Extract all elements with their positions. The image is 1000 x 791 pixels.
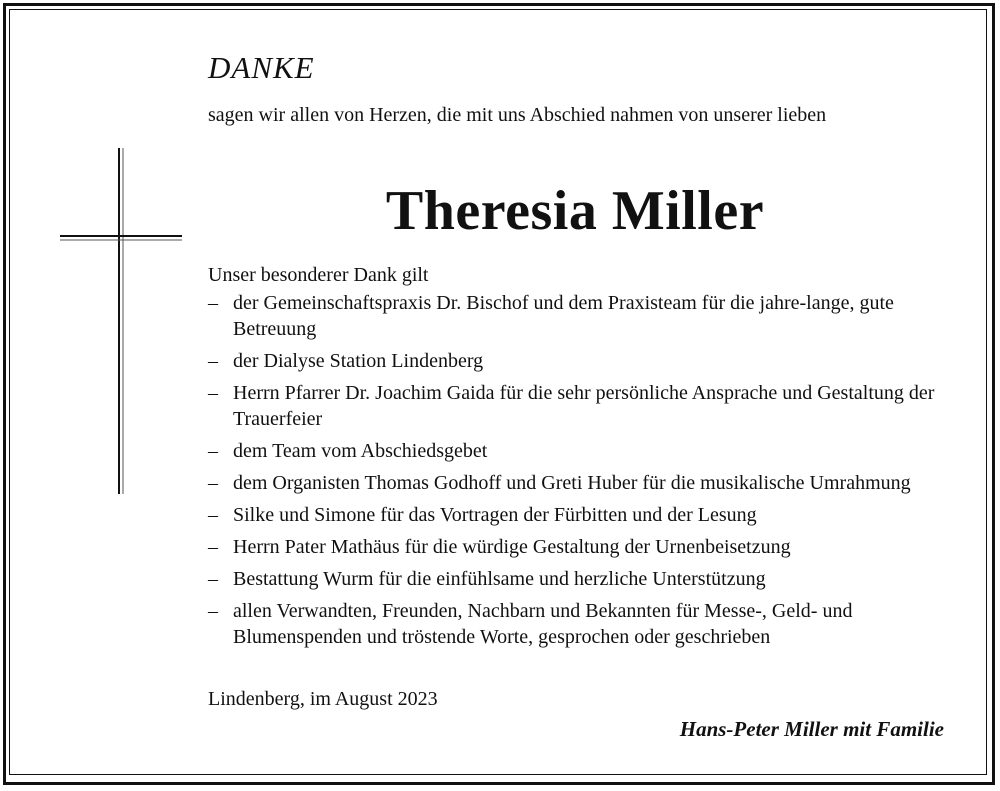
- dash-marker: –: [208, 600, 218, 622]
- list-item-text: dem Team vom Abschiedsgebet: [233, 440, 488, 462]
- list-item-text: allen Verwandten, Freunden, Nachbarn und Bekannten für Messe-, Geld- und Blumenspenden und tröstende Worte, gesprochen oder geschrieben: [233, 600, 853, 648]
- dash-marker: –: [208, 504, 218, 526]
- list-item: [208, 438, 948, 464]
- list-item: [208, 380, 948, 432]
- list-item: [208, 348, 948, 374]
- list-item-text: Silke und Simone für das Vortragen der Fürbitten und der Lesung: [233, 504, 757, 526]
- list-item: [208, 566, 948, 592]
- list-item: [208, 502, 948, 528]
- list-item: [208, 534, 948, 560]
- list-item: [208, 598, 948, 650]
- deceased-name: Theresia Miller: [385, 180, 765, 242]
- place-date: Lindenberg, im August 2023: [208, 688, 438, 710]
- intro-text: sagen wir allen von Herzen, die mit uns Abschied nahmen von unserer lieben: [208, 104, 827, 126]
- list-item-text: Bestattung Wurm für die einfühlsame und herzliche Unterstützung: [233, 568, 766, 590]
- signature: Hans-Peter Miller mit Familie: [679, 717, 944, 741]
- dash-marker: –: [208, 350, 218, 372]
- list-item-text: Herrn Pater Mathäus für die würdige Gestaltung der Urnenbeisetzung: [233, 536, 791, 558]
- dash-marker: –: [208, 568, 218, 590]
- list-item-text: dem Organisten Thomas Godhoff und Greti Huber für die musikalische Umrahmung: [233, 472, 911, 494]
- list-item-text: der Gemeinschaftspraxis Dr. Bischof und dem Praxisteam für die jahre-lange, gute Betreuung: [233, 292, 894, 340]
- thanks-lead: Unser besonderer Dank gilt: [208, 264, 429, 286]
- list-item-text: der Dialyse Station Lindenberg: [233, 350, 484, 372]
- dash-marker: –: [208, 440, 218, 462]
- heading-danke: DANKE: [208, 50, 315, 85]
- dash-marker: –: [208, 292, 218, 314]
- dash-marker: –: [208, 382, 218, 404]
- list-item-text: Herrn Pfarrer Dr. Joachim Gaida für die sehr persönliche Ansprache und Gestaltung der Trauerfeier: [233, 382, 935, 430]
- list-item: [208, 470, 948, 496]
- dash-marker: –: [208, 472, 218, 494]
- thanks-list: [208, 290, 948, 656]
- list-item: [208, 290, 948, 342]
- dash-marker: –: [208, 536, 218, 558]
